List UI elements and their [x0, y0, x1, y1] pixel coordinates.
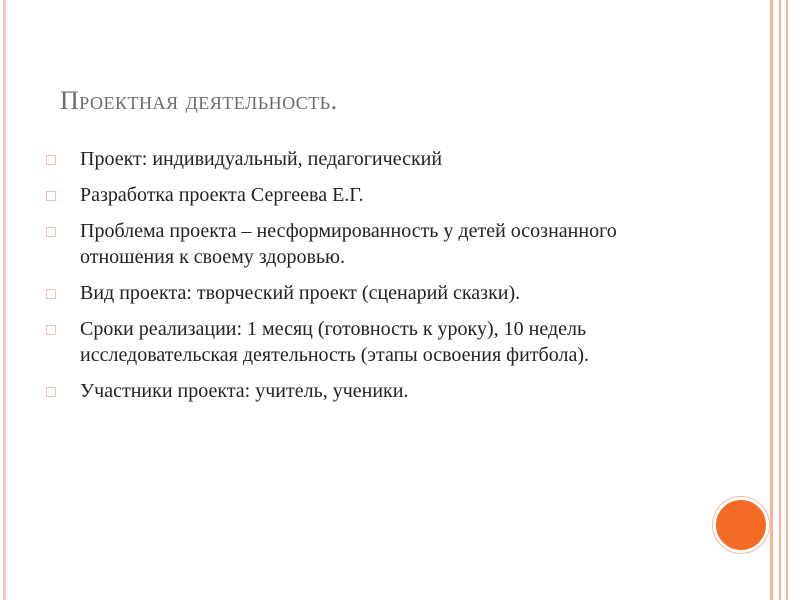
frame-line [779, 0, 781, 600]
bullet-list [46, 146, 696, 414]
frame-line [786, 0, 788, 600]
bullet-text: Разработка проекта Сергеева Е.Г. [80, 184, 364, 206]
bullet-square-icon [46, 325, 56, 335]
bullet-item [46, 218, 696, 270]
slide-title: Проектная деятельность. [60, 86, 338, 115]
frame-line [770, 0, 773, 600]
bullet-text: Проект: индивидуальный, педагогический [80, 148, 443, 170]
bullet-item [46, 316, 696, 368]
bullet-item [46, 378, 696, 404]
bullet-text: Вид проекта: творческий проект (сценарий сказки). [80, 282, 521, 304]
bullet-text: Участники проекта: учитель, ученики. [80, 380, 409, 402]
bullet-square-icon [46, 191, 56, 201]
bullet-item [46, 280, 696, 306]
bullet-square-icon [46, 387, 56, 397]
bullet-square-icon [46, 289, 56, 299]
bullet-square-icon [46, 227, 56, 237]
bullet-square-icon [46, 155, 56, 165]
slide [10, 0, 770, 600]
right-frame-border [770, 0, 800, 600]
bullet-item [46, 146, 696, 172]
bullet-text: Проблема проекта – несформированность у детей осознанного отношения к своему здоровью. [80, 220, 617, 268]
bullet-item [46, 182, 696, 208]
orange-circle-decoration [713, 497, 769, 553]
bullet-text: Сроки реализации: 1 месяц (готовность к уроку), 10 недель исследовательская деятельность (этапы освоения фитбола). [80, 318, 589, 366]
